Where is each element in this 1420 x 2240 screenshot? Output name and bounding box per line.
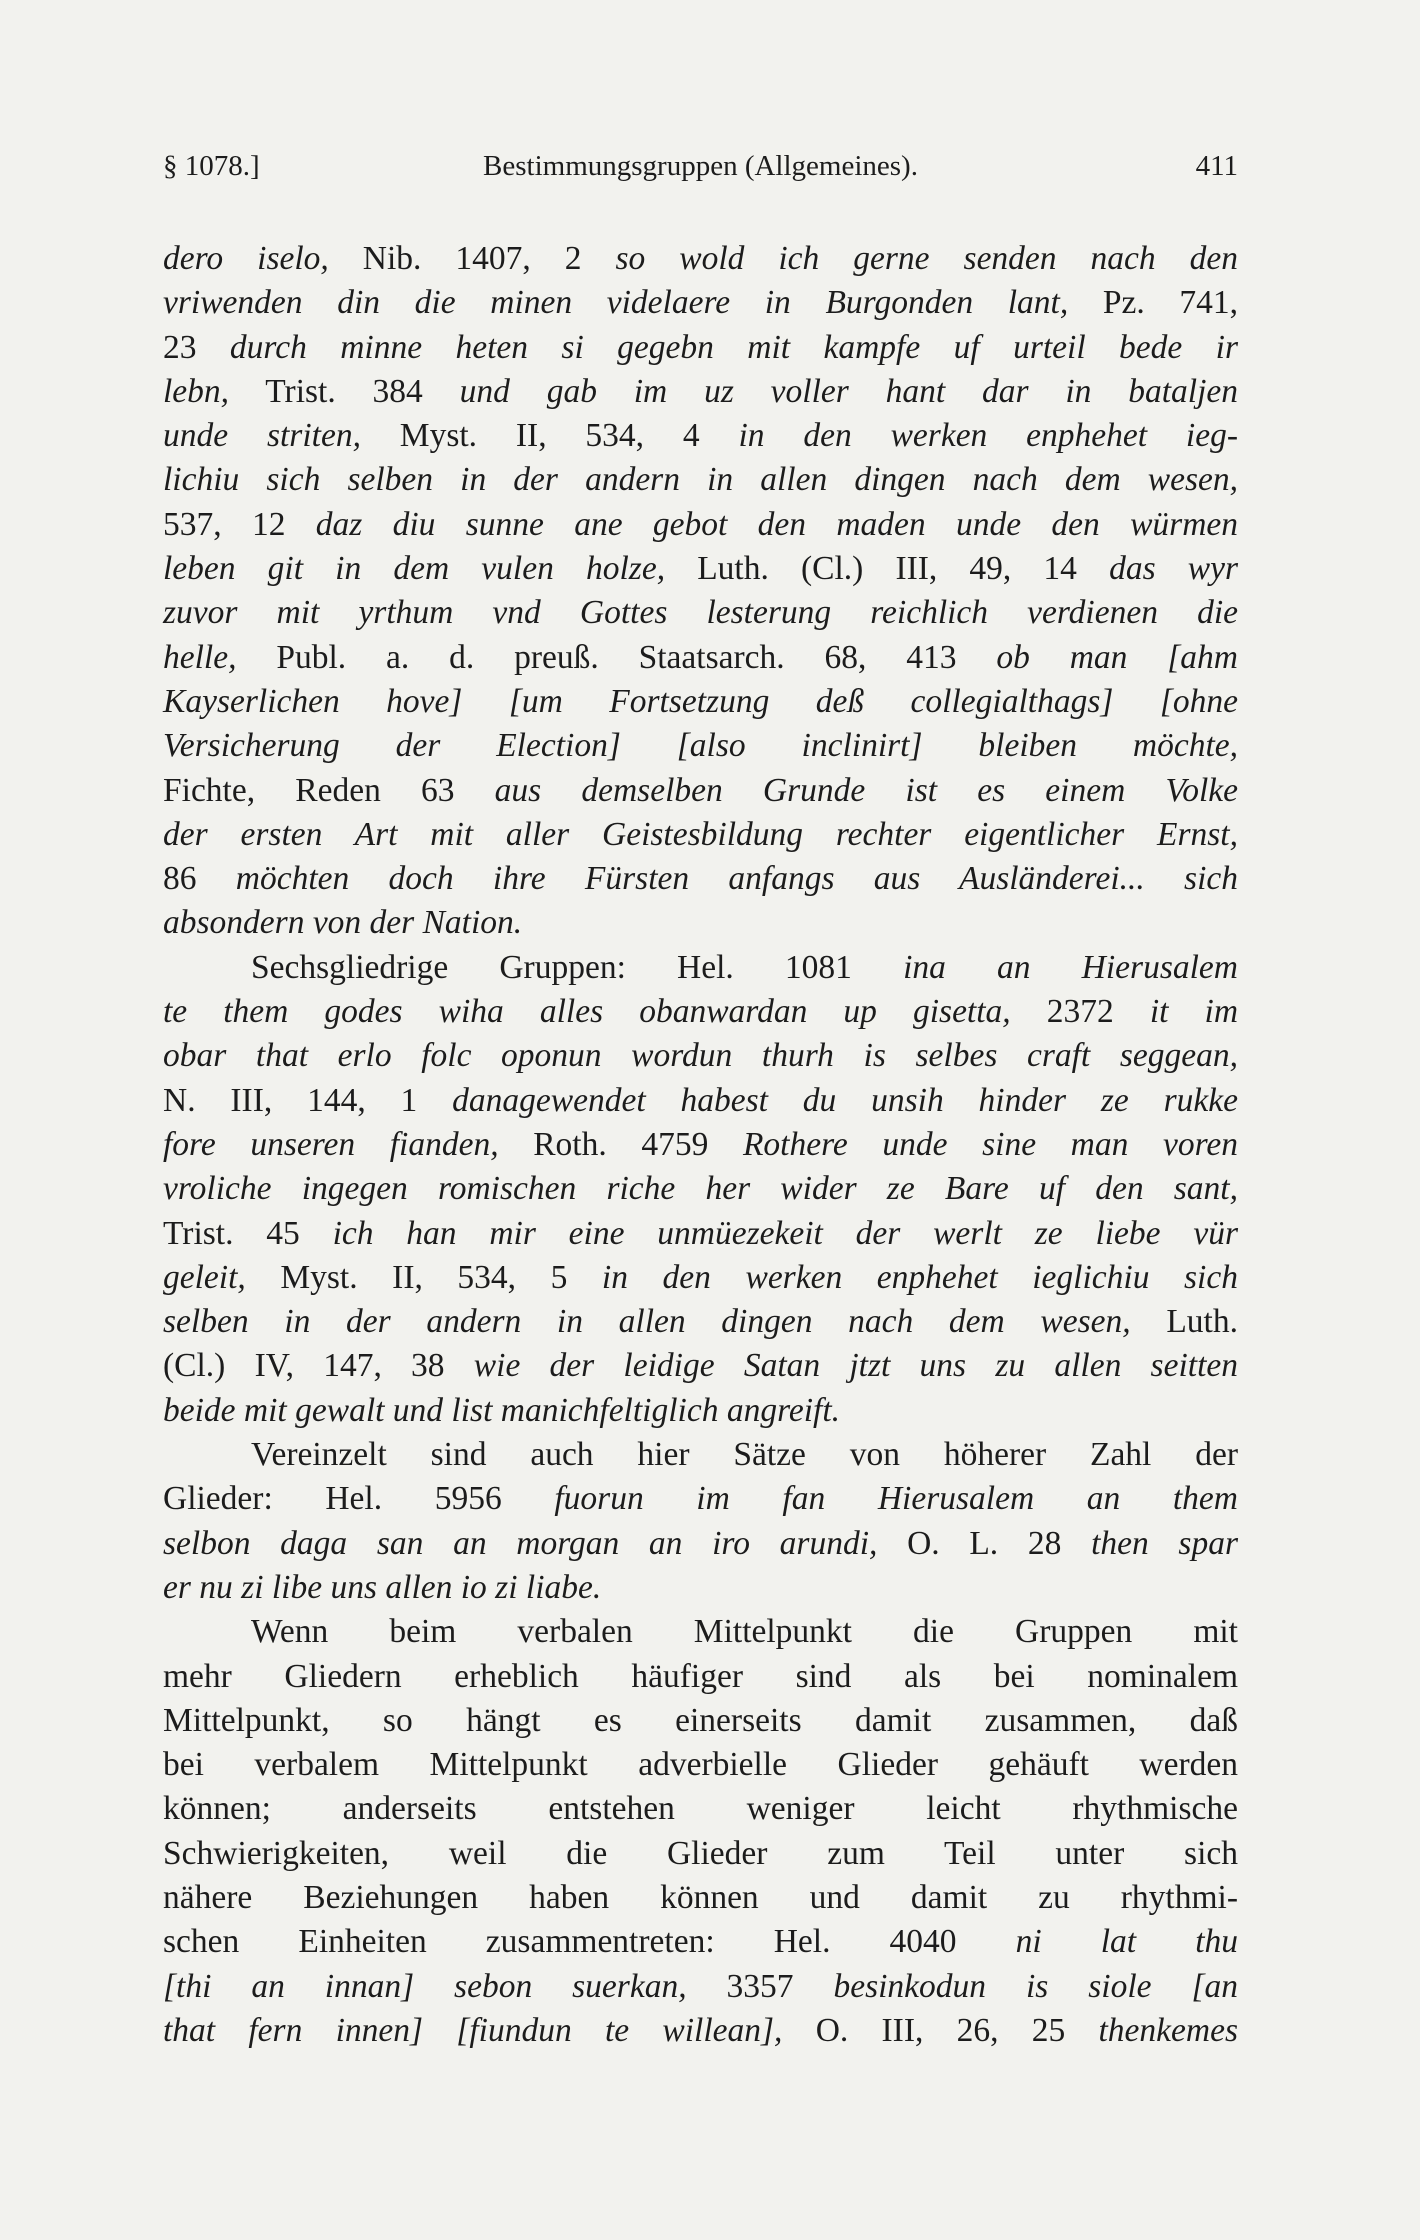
italic-run: vroliche ingegen romischen riche her wider ze Bare uf den sant,: [163, 1170, 1238, 1208]
italic-run: unde striten,: [163, 417, 361, 455]
text-line: [163, 370, 1238, 414]
italic-run: dero iselo,: [163, 240, 329, 277]
text-run: Wenn beim verbalen Mittelpunkt die Gruppen mit: [251, 1613, 1238, 1651]
text-run: N. III, 144, 1: [163, 1081, 453, 1119]
text-line: [163, 414, 1238, 458]
italic-run: danagewendet habest du unsih hinder ze rukke: [452, 1081, 1238, 1119]
page-number: 411: [1195, 150, 1238, 182]
text-line: [163, 458, 1238, 502]
text-run: Fichte, Reden 63: [163, 771, 495, 809]
italic-run: te them godes wiha alles obanwardan up gisetta,: [163, 993, 1011, 1031]
italic-run: möchten doch ihre Fürsten anfangs aus Ausländerei... sich: [235, 860, 1238, 898]
italic-run: besinkodun is siole [an: [833, 1967, 1239, 2005]
text-run: Publ. a. d. preuß. Staatsarch. 68, 413: [236, 638, 997, 676]
italic-run: ich han mir eine unmüezekeit der werlt ze liebe vür: [332, 1214, 1238, 1252]
text-line: [163, 680, 1238, 724]
text-line: [163, 1920, 1238, 1964]
text-run: 86: [163, 860, 236, 898]
italic-run: wie der leidige Satan jtzt uns zu allen seitten: [473, 1347, 1238, 1385]
text-run: Mittelpunkt, so hängt es einerseits damit zusammen, daß: [163, 1701, 1238, 1739]
text-line: [163, 769, 1238, 813]
text-line: [163, 547, 1238, 591]
text-line: [163, 636, 1238, 680]
italic-run: it im: [1149, 993, 1239, 1031]
italic-run: vriwenden din die minen videlaere in Burgonden lant,: [163, 284, 1069, 322]
text-line: [163, 1034, 1238, 1078]
text-line: [163, 237, 1238, 281]
text-line: [163, 857, 1238, 901]
italic-run: that fern innen] [fiundun te willean],: [163, 2011, 783, 2049]
italic-run: ina an Hierusalem: [903, 948, 1238, 986]
text-run: 537, 12: [163, 505, 316, 543]
italic-run: lebn,: [163, 372, 230, 410]
italic-run: fuorun im fan Hierusalem an them: [554, 1480, 1238, 1518]
text-line: [163, 1699, 1238, 1743]
text-run: Schwierigkeiten, weil die Glieder zum Teil unter sich: [163, 1834, 1238, 1872]
italic-run: leben git in dem vulen holze,: [163, 550, 666, 588]
text-line: [163, 326, 1238, 370]
text-run: Myst. II, 534, 4: [360, 417, 739, 455]
text-run: Roth. 4759: [498, 1125, 743, 1163]
text-line: [163, 1743, 1238, 1787]
text-line: [163, 2009, 1238, 2053]
text-run: Glieder: Hel. 5956: [163, 1480, 555, 1518]
text-run: Vereinzelt sind auch hier Sätze von höherer Zahl der: [251, 1436, 1238, 1474]
text-run: Luth. (Cl.) III, 49, 14: [665, 550, 1110, 588]
italic-run: lichiu sich selben in der andern in allen dingen nach dem wesen,: [163, 461, 1238, 499]
italic-run: then spar: [1091, 1524, 1239, 1562]
text-line: [163, 503, 1238, 547]
running-title: Bestimmungsgruppen (Allgemeines).: [483, 150, 918, 182]
text-line: [163, 1522, 1238, 1566]
text-line: [163, 1300, 1238, 1344]
text-run: O. L. 28: [877, 1524, 1092, 1562]
italic-run: zuvor mit yrthum vnd Gottes lesterung reichlich verdienen die: [163, 594, 1238, 632]
italic-run: ob man [ahm: [996, 638, 1238, 676]
italic-run: fore unseren fianden,: [163, 1125, 499, 1163]
text-line: [163, 1344, 1238, 1388]
text-line: [163, 813, 1238, 857]
italic-run: das wyr: [1109, 550, 1238, 588]
text-run: Trist. 45: [163, 1214, 333, 1252]
italic-run: der ersten Art mit aller Geistesbildung rechter eigentlicher Ernst,: [163, 815, 1238, 853]
italic-run: so wold ich gerne senden nach den: [615, 240, 1239, 277]
text-line: [163, 990, 1238, 1034]
text-run: Luth.: [1130, 1303, 1238, 1341]
text-run: Myst. II, 534, 5: [245, 1258, 602, 1296]
italic-run: daz diu sunne ane gebot den maden unde den würmen: [315, 505, 1239, 543]
italic-run: thenkemes: [1098, 2011, 1238, 2049]
text-line: [163, 1079, 1238, 1123]
text-line: [163, 1832, 1238, 1876]
text-run: mehr Gliedern erheblich häufiger sind als bei nominalem: [163, 1657, 1238, 1695]
italic-run: beide mit gewalt und list manichfeltiglich angreift.: [163, 1391, 841, 1429]
italic-run: helle,: [163, 638, 237, 676]
text-line: [163, 1787, 1238, 1831]
italic-run: obar that erlo folc oponun wordun thurh is selbes craft seggean,: [163, 1037, 1238, 1075]
text-line: [163, 1610, 1238, 1654]
text-line: [163, 281, 1238, 325]
body-text: [163, 237, 1238, 2053]
italic-run: Kayserlichen hove] [um Fortsetzung deß collegialthags] [ohne: [163, 682, 1238, 720]
italic-run: und gab im uz voller hant dar in bataljen: [459, 372, 1238, 410]
text-line: [163, 1566, 1238, 1610]
text-run: Trist. 384: [229, 372, 460, 410]
text-run: 23: [163, 328, 230, 366]
text-run: Nib. 1407, 2: [328, 240, 616, 277]
text-line: [163, 1167, 1238, 1211]
text-run: Pz. 741,: [1068, 284, 1238, 322]
text-line: [163, 591, 1238, 635]
italic-run: in den werken enphehet ieg-: [738, 417, 1238, 455]
italic-run: er nu zi libe uns allen io zi liabe.: [163, 1568, 602, 1606]
text-run: 3357: [686, 1967, 834, 2005]
italic-run: absondern von der Nation.: [163, 904, 523, 942]
text-line: [163, 1389, 1238, 1433]
text-line: [163, 946, 1238, 990]
italic-run: in den werken enphehet ieglichiu sich: [601, 1258, 1238, 1296]
text-run: Sechsgliedrige Gruppen: Hel. 1081: [251, 948, 904, 986]
text-line: [163, 1477, 1238, 1521]
text-line: [163, 901, 1238, 945]
text-line: [163, 1256, 1238, 1300]
text-line: [163, 1433, 1238, 1477]
italic-run: ni lat thu: [1015, 1923, 1238, 1961]
text-line: [163, 1123, 1238, 1167]
section-reference: § 1078.]: [163, 150, 260, 182]
text-run: O. III, 26, 25: [782, 2011, 1099, 2049]
italic-run: aus demselben Grunde ist es einem Volke: [494, 771, 1238, 809]
italic-run: selbon daga san an morgan an iro arundi,: [163, 1524, 878, 1562]
italic-run: Rothere unde sine man voren: [742, 1125, 1239, 1163]
text-line: [163, 1876, 1238, 1920]
italic-run: [thi an innan] sebon suerkan,: [163, 1967, 687, 2005]
text-line: [163, 724, 1238, 768]
text-line: [163, 1655, 1238, 1699]
text-line: [163, 1212, 1238, 1256]
text-run: nähere Beziehungen haben können und damit zu rhythmi-: [163, 1878, 1238, 1916]
italic-run: durch minne heten si gegebn mit kampfe uf urteil bede ir: [229, 328, 1239, 366]
italic-run: Versicherung der Election] [also inclinirt] bleiben möchte,: [163, 727, 1238, 765]
text-run: 2372: [1010, 993, 1150, 1031]
text-run: schen Einheiten zusammentreten: Hel. 4040: [163, 1923, 1016, 1961]
italic-run: geleit,: [163, 1258, 246, 1296]
italic-run: selben in der andern in allen dingen nach dem wesen,: [163, 1303, 1131, 1341]
text-run: bei verbalem Mittelpunkt adverbielle Glieder gehäuft werden: [163, 1746, 1238, 1784]
text-run: können; anderseits entstehen weniger leicht rhythmische: [163, 1790, 1238, 1828]
text-line: [163, 1965, 1238, 2009]
text-run: (Cl.) IV, 147, 38: [163, 1347, 474, 1385]
